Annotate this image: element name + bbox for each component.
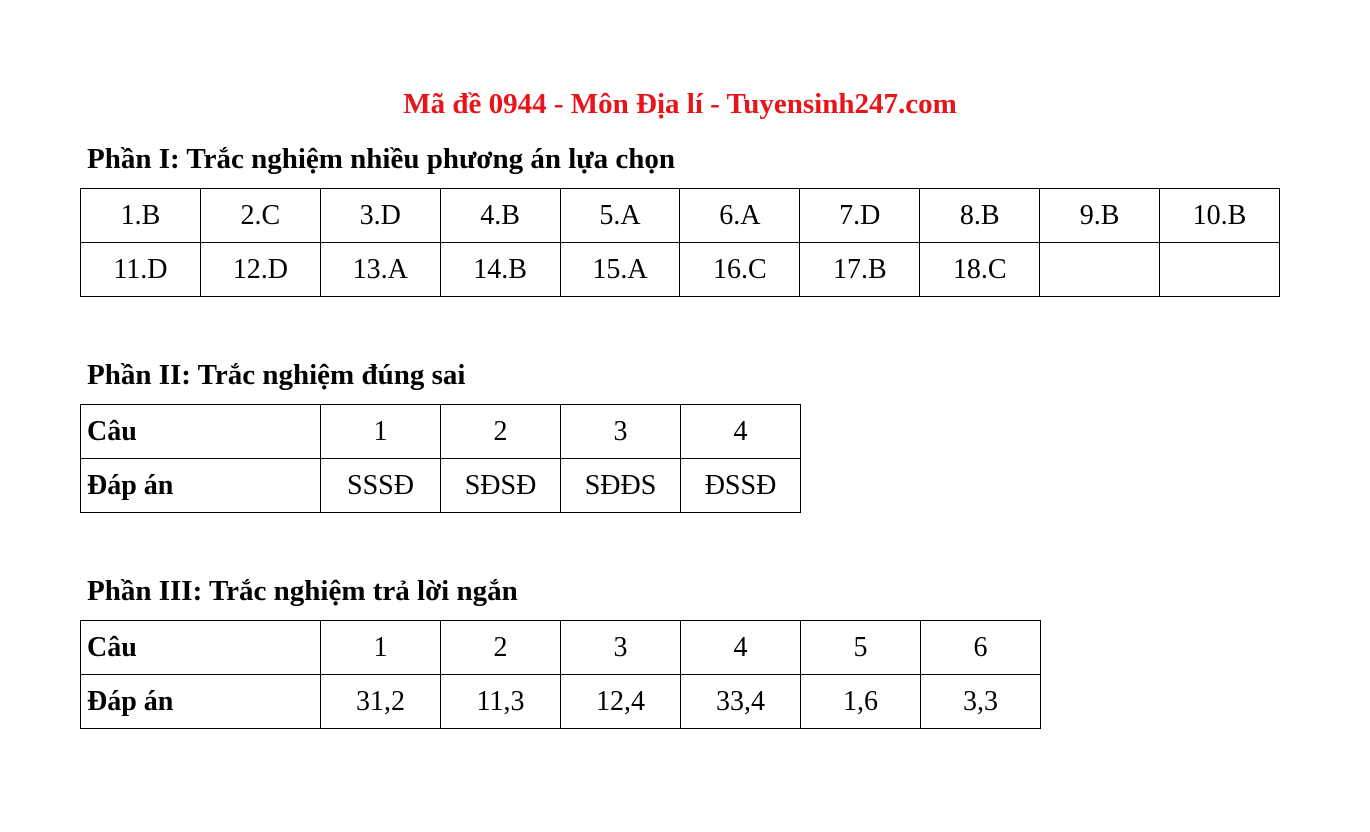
question-number-cell: 5 <box>801 621 921 675</box>
answer-cell: 9.B <box>1040 189 1160 243</box>
answer-cell: 18.C <box>920 243 1040 297</box>
answer-cell: 33,4 <box>681 675 801 729</box>
answer-cell: SĐSĐ <box>441 459 561 513</box>
answer-cell <box>1040 243 1160 297</box>
answer-cell: 12.D <box>200 243 320 297</box>
part3-heading: Phần III: Trắc nghiệm trả lời ngắn <box>87 575 518 607</box>
part2-heading: Phần II: Trắc nghiệm đúng sai <box>87 359 466 391</box>
question-row-label: Câu <box>81 405 321 459</box>
question-number-cell: 3 <box>561 621 681 675</box>
answer-cell: 3.D <box>320 189 440 243</box>
question-number-cell: 6 <box>921 621 1041 675</box>
answer-cell: 10.B <box>1160 189 1280 243</box>
answer-cell: 14.B <box>440 243 560 297</box>
part1-heading: Phần I: Trắc nghiệm nhiều phương án lựa chọn <box>87 143 676 175</box>
answer-cell: SSSĐ <box>321 459 441 513</box>
answer-cell: 5.A <box>560 189 680 243</box>
table-row <box>81 243 1280 297</box>
table-row <box>81 405 801 459</box>
answer-cell: 1,6 <box>801 675 921 729</box>
answer-cell: 17.B <box>800 243 920 297</box>
question-number-cell: 2 <box>441 621 561 675</box>
answer-cell: 6.A <box>680 189 800 243</box>
table-row <box>81 621 1041 675</box>
answer-row-label: Đáp án <box>81 459 321 513</box>
table-row <box>81 189 1280 243</box>
question-number-cell: 1 <box>321 405 441 459</box>
question-number-cell: 1 <box>321 621 441 675</box>
table-row <box>81 459 801 513</box>
part1-answer-table <box>80 188 1280 297</box>
answer-cell: ĐSSĐ <box>681 459 801 513</box>
answer-cell: 11.D <box>81 243 201 297</box>
answer-cell <box>1160 243 1280 297</box>
question-number-cell: 2 <box>441 405 561 459</box>
answer-cell: 3,3 <box>921 675 1041 729</box>
answer-cell: SĐĐS <box>561 459 681 513</box>
answer-cell: 7.D <box>800 189 920 243</box>
part3-answer-table <box>80 620 1041 729</box>
answer-cell: 1.B <box>81 189 201 243</box>
answer-cell: 11,3 <box>441 675 561 729</box>
question-number-cell: 3 <box>561 405 681 459</box>
answer-cell: 2.C <box>200 189 320 243</box>
part2-answer-table <box>80 404 801 513</box>
table-row <box>81 675 1041 729</box>
answer-cell: 8.B <box>920 189 1040 243</box>
document-title: Mã đề 0944 - Môn Địa lí - Tuyensinh247.com <box>403 88 957 120</box>
question-row-label: Câu <box>81 621 321 675</box>
question-number-cell: 4 <box>681 405 801 459</box>
answer-cell: 16.C <box>680 243 800 297</box>
answer-cell: 12,4 <box>561 675 681 729</box>
answer-cell: 15.A <box>560 243 680 297</box>
answer-cell: 31,2 <box>321 675 441 729</box>
answer-cell: 4.B <box>440 189 560 243</box>
question-number-cell: 4 <box>681 621 801 675</box>
answer-cell: 13.A <box>320 243 440 297</box>
answer-row-label: Đáp án <box>81 675 321 729</box>
